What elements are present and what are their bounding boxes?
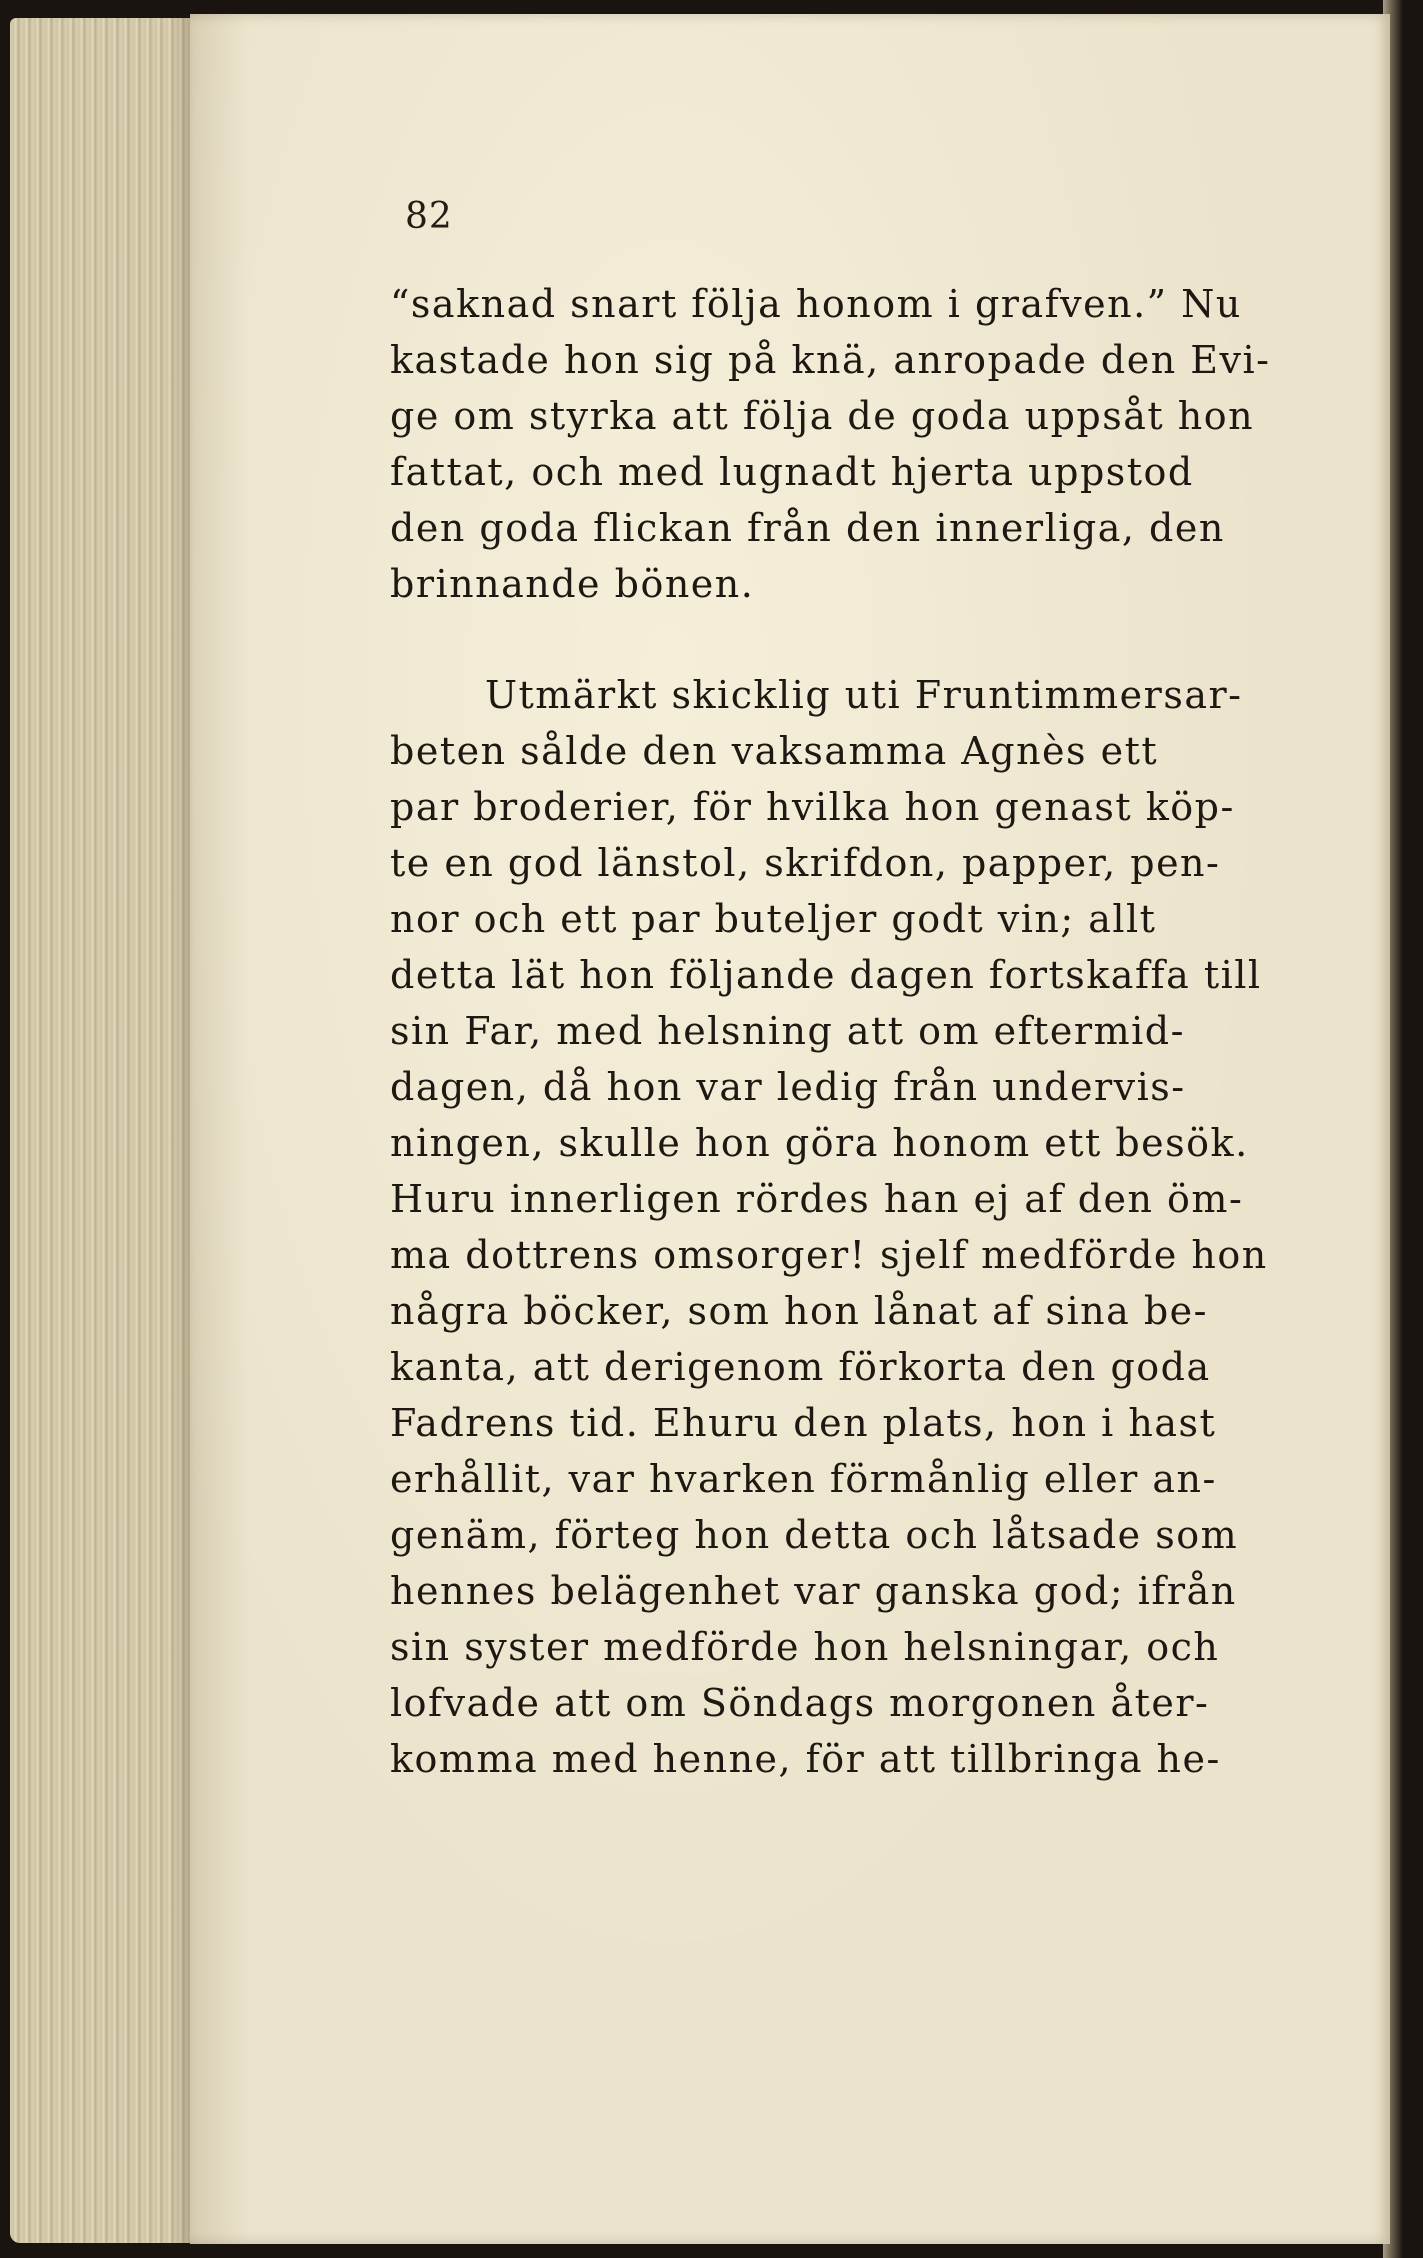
text-line: den goda flickan från den innerliga, den (390, 506, 1225, 550)
text-line: nor och ett par buteljer godt vin; allt (390, 897, 1157, 941)
text-line: brinnande bönen. (390, 562, 755, 606)
book-page (190, 14, 1390, 2244)
text-line: Utmärkt skicklig uti Fruntimmersar- (485, 673, 1243, 717)
text-line: par broderier, för hvilka hon genast köp- (390, 785, 1235, 829)
text-line: ge om styrka att följa de goda uppsåt hon (390, 394, 1255, 438)
text-line: beten sålde den vaksamma Agnès ett (390, 729, 1159, 773)
text-line: “saknad snart följa honom i grafven.” Nu (390, 282, 1242, 326)
text-line: Huru innerligen rördes han ej af den öm- (390, 1177, 1244, 1221)
text-line: några böcker, som hon lånat af sina be- (390, 1289, 1208, 1333)
text-line: detta lät hon följande dagen fortskaffa till (390, 953, 1262, 997)
text-line: ningen, skulle hon göra honom ett besök. (390, 1121, 1249, 1165)
text-line: hennes belägenhet var ganska god; ifrån (390, 1569, 1237, 1613)
text-line: sin Far, med helsning att om eftermid- (390, 1009, 1185, 1053)
text-line: dagen, då hon var ledig från undervis- (390, 1065, 1186, 1109)
text-line: Fadrens tid. Ehuru den plats, hon i hast (390, 1401, 1217, 1445)
text-line: kastade hon sig på knä, anropade den Evi- (390, 338, 1271, 382)
text-line: erhållit, var hvarken förmånlig eller an- (390, 1457, 1217, 1501)
page-text (390, 276, 1290, 1787)
text-line: te en god länstol, skrifdon, papper, pen- (390, 841, 1221, 885)
paragraph-2 (390, 667, 1290, 1787)
page-edges (10, 18, 200, 2243)
text-line: lofvade att om Söndags morgonen åter- (390, 1681, 1210, 1725)
text-line: kanta, att derigenom förkorta den goda (390, 1345, 1211, 1389)
text-line: sin syster medförde hon helsningar, och (390, 1625, 1220, 1669)
paragraph-gap (390, 612, 1290, 667)
paragraph-1 (390, 276, 1290, 612)
page-number: 82 (405, 196, 453, 237)
text-line: ma dottrens omsorger! sjelf medförde hon (390, 1233, 1268, 1277)
text-line: genäm, förteg hon detta och låtsade som (390, 1513, 1239, 1557)
text-line: komma med henne, för att tillbringa he- (390, 1737, 1221, 1781)
text-line: fattat, och med lugnadt hjerta uppstod (390, 450, 1194, 494)
